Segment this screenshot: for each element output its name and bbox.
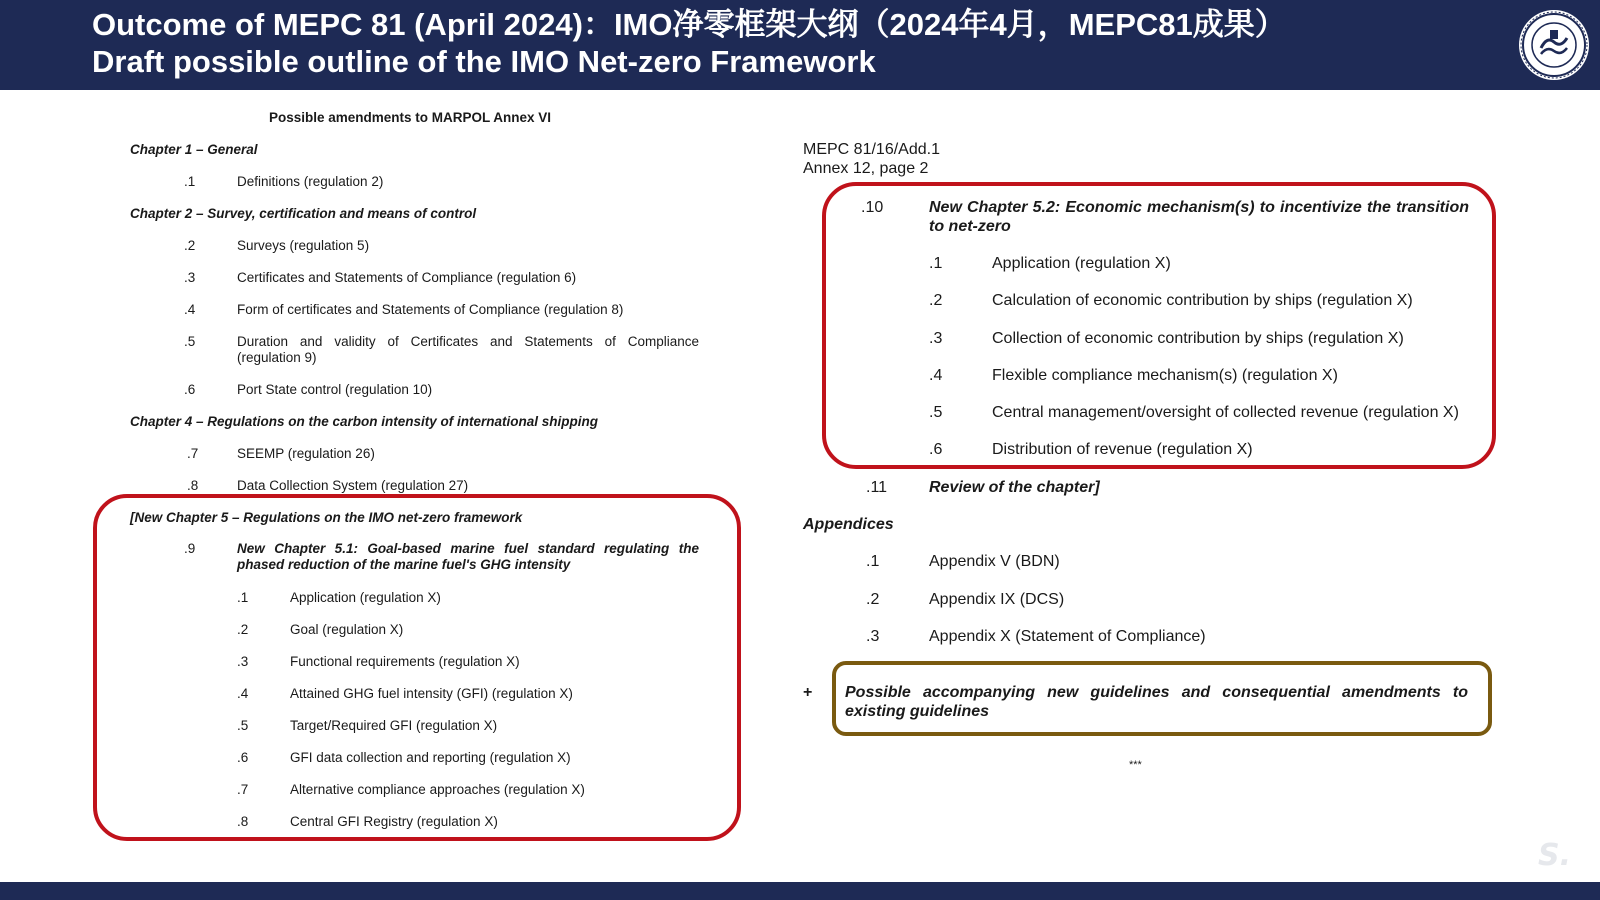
item-num: .1: [929, 255, 943, 272]
title-bar: [0, 0, 1600, 90]
appendices-heading: Appendices: [803, 516, 894, 533]
item-text: Surveys (regulation 5): [237, 238, 370, 253]
item-num: .6: [237, 750, 249, 765]
item-num: .3: [866, 628, 880, 645]
item-text: Central management/oversight of collected revenue (regulation X): [992, 404, 1459, 421]
item-num: .2: [866, 591, 880, 608]
item-num: .4: [929, 367, 943, 384]
item-text: Definitions (regulation 2): [237, 174, 384, 189]
item-num: .3: [929, 330, 943, 347]
item-num: .11: [866, 479, 888, 496]
item-num: .7: [187, 446, 199, 461]
footer-bar: [0, 882, 1600, 900]
item-text: Distribution of revenue (regulation X): [992, 441, 1253, 458]
item-text: SEEMP (regulation 26): [237, 446, 375, 461]
end-mark: ***: [1129, 759, 1142, 771]
doc-page: Annex 12, page 2: [803, 160, 929, 177]
item-text: Attained GHG fuel intensity (GFI) (regulation X): [290, 686, 573, 701]
item-text: Application (regulation X): [992, 255, 1171, 272]
chapter-4-heading: Chapter 4 – Regulations on the carbon intensity of international shipping: [130, 414, 599, 429]
item-text: Appendix V (BDN): [929, 553, 1060, 570]
item-text: Application (regulation X): [290, 590, 441, 605]
item-num: .5: [237, 718, 249, 733]
item-num: .5: [184, 334, 196, 349]
item-num: .4: [184, 302, 196, 317]
item-text: Functional requirements (regulation X): [290, 654, 520, 669]
item-num: .3: [237, 654, 249, 669]
item-text: Duration and validity of Certificates and Statements of Compliance (regulation 9): [237, 334, 699, 365]
item-num: .3: [184, 270, 196, 285]
chapter-1-heading: Chapter 1 – General: [130, 142, 258, 157]
item-num: .8: [187, 478, 199, 493]
plus-marker: +: [803, 684, 813, 701]
item-text: Flexible compliance mechanism(s) (regulation X): [992, 367, 1338, 384]
item-text: Alternative compliance approaches (regulation X): [290, 782, 585, 797]
watermark-logo-icon: S.: [1538, 838, 1572, 873]
slide-title: [92, 6, 1286, 80]
item-text: Form of certificates and Statements of Compliance (regulation 8): [237, 302, 624, 317]
item-num: .6: [184, 382, 196, 397]
item-num: .2: [929, 292, 943, 309]
left-heading: Possible amendments to MARPOL Annex VI: [269, 110, 552, 125]
review-chapter: Review of the chapter]: [929, 479, 1100, 496]
item-text: Appendix IX (DCS): [929, 591, 1065, 608]
item-num: .5: [929, 404, 943, 421]
item-text: Calculation of economic contribution by ships (regulation X): [992, 292, 1413, 309]
item-num: .8: [237, 814, 249, 829]
doc-reference: MEPC 81/16/Add.1: [803, 141, 940, 158]
item-text: Goal (regulation X): [290, 622, 404, 637]
item-text: Collection of economic contribution by ships (regulation X): [992, 330, 1404, 347]
item-num: .9: [184, 541, 196, 556]
item-num: .4: [237, 686, 249, 701]
item-text: Central GFI Registry (regulation X): [290, 814, 498, 829]
item-text: Port State control (regulation 10): [237, 382, 433, 397]
title-line-2: Draft possible outline of the IMO Net-zero Framework: [92, 44, 876, 79]
chapter-2-heading: Chapter 2 – Survey, certification and means of control: [130, 206, 477, 221]
item-num: .10: [861, 199, 884, 216]
item-num: .1: [866, 553, 880, 570]
item-num: .2: [184, 238, 196, 253]
item-text: Data Collection System (regulation 27): [237, 478, 469, 493]
item-num: .1: [237, 590, 249, 605]
item-text: Certificates and Statements of Compliance (regulation 6): [237, 270, 577, 285]
title-line-1: Outcome of MEPC 81 (April 2024)：IMO净零框架大纲（2024年4月，MEPC81成果）: [92, 7, 1286, 42]
chapter-5-1-title: New Chapter 5.1: Goal-based marine fuel standard regulating the phased reduction of the marine fuel's GHG intensity: [237, 541, 699, 572]
guidelines-note: Possible accompanying new guidelines and consequential amendments to existing guidelines: [845, 684, 1468, 720]
item-text: Target/Required GFI (regulation X): [290, 718, 498, 733]
item-num: .2: [237, 622, 249, 637]
university-seal-icon: [1517, 8, 1591, 82]
chapter-5-2-title: New Chapter 5.2: Economic mechanism(s) to incentivize the transition to net-zero: [929, 199, 1469, 235]
item-num: .6: [929, 441, 943, 458]
item-text: GFI data collection and reporting (regulation X): [290, 750, 571, 765]
item-text: Appendix X (Statement of Compliance): [929, 628, 1206, 645]
item-num: .1: [184, 174, 196, 189]
chapter-5-heading: [New Chapter 5 – Regulations on the IMO net-zero framework: [130, 510, 523, 525]
item-num: .7: [237, 782, 249, 797]
